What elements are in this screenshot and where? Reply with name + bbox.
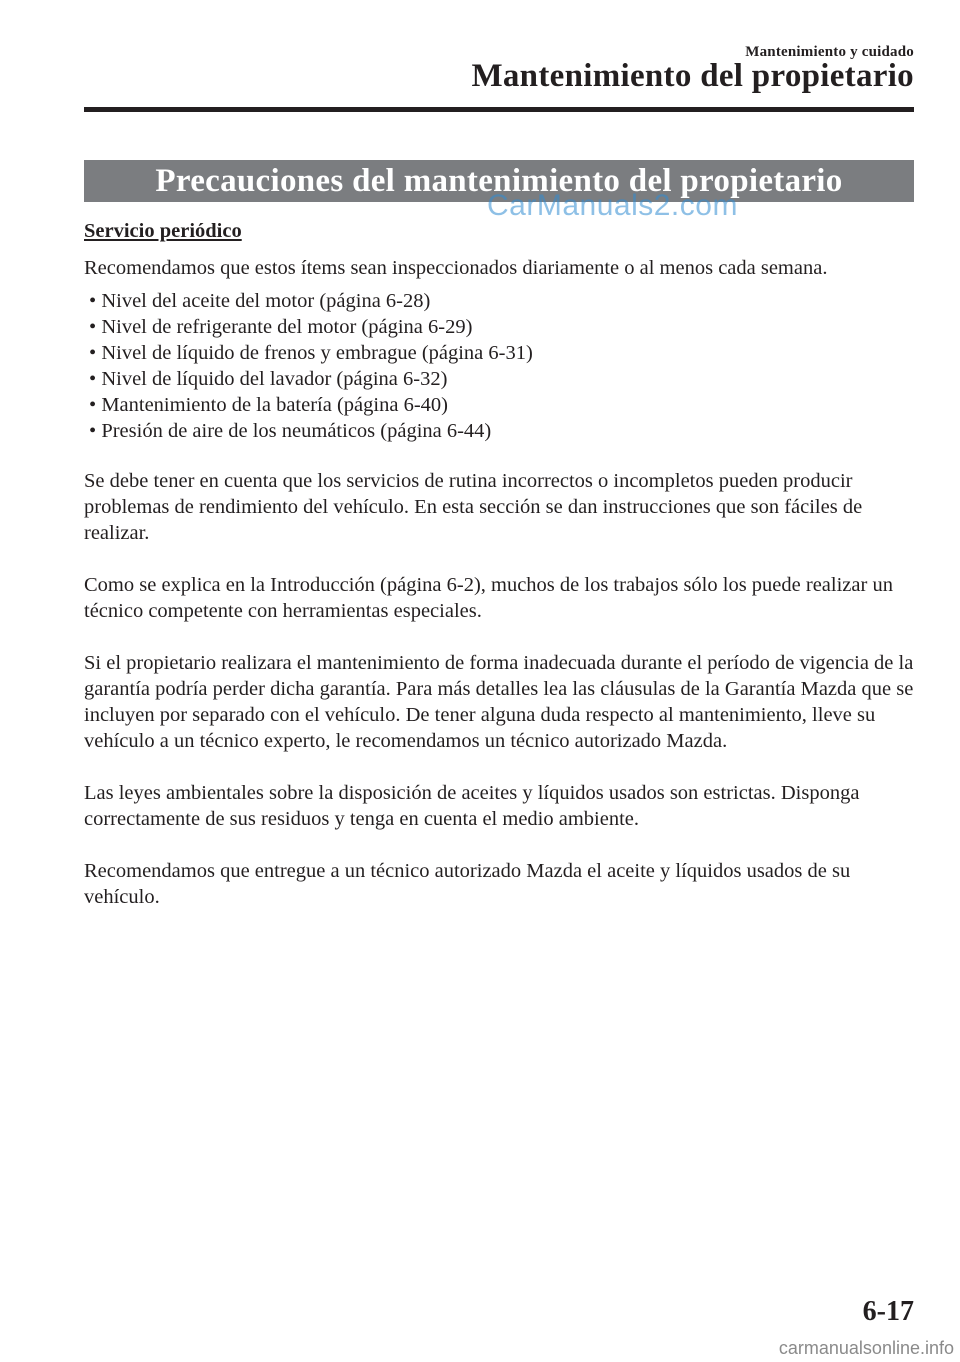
intro-paragraph: Recomendamos que estos ítems sean inspeccionados diariamente o al menos cada semana.	[84, 257, 828, 279]
paragraph: Recomendamos que entregue a un técnico autorizado Mazda el aceite y líquidos usados de su vehículo.	[84, 860, 851, 908]
list-item: • Mantenimiento de la batería (página 6-40)	[89, 392, 914, 418]
inspection-list	[84, 288, 914, 444]
page-header-title: Mantenimiento del propietario	[471, 58, 914, 94]
main-content	[84, 218, 914, 936]
paragraph: Se debe tener en cuenta que los servicios de rutina incorrectos o incompletos pueden producir problemas de rendimiento del vehículo. En esta sección se dan instrucciones que son fáciles de realizar.	[84, 470, 863, 544]
paragraph: Las leyes ambientales sobre la disposición de aceites y líquidos usados son estrictas. Disponga correctamente de sus residuos y tenga en cuenta el medio ambiente.	[84, 782, 860, 830]
page-number: 6-17	[862, 1296, 914, 1327]
paragraph: Como se explica en la Introducción (página 6-2), muchos de los trabajos sólo los puede realizar un técnico competente con herramientas especiales.	[84, 574, 893, 622]
watermark-text: CarManuals2.com	[487, 189, 738, 222]
subheading: Servicio periódico	[84, 220, 242, 242]
footer-watermark: carmanualsonline.info	[778, 1338, 954, 1358]
header-divider	[84, 107, 914, 112]
chapter-label: Mantenimiento y cuidado	[745, 44, 914, 60]
list-item: • Nivel de líquido del lavador (página 6-32)	[89, 366, 914, 392]
list-item: • Nivel del aceite del motor (página 6-28)	[89, 288, 914, 314]
list-item: • Nivel de refrigerante del motor (página 6-29)	[89, 314, 914, 340]
paragraph: Si el propietario realizara el mantenimiento de forma inadecuada durante el período de vigencia de la garantía podría perder dicha garantía. Para más detalles lea las cláusulas de la Garantía Mazda que se incluyen por separado con el vehículo. De tener alguna duda respecto al mantenimiento, lleve su vehículo a un técnico experto, le recomendamos un técnico autorizado Mazda.	[84, 652, 914, 752]
list-item: • Nivel de líquido de frenos y embrague (página 6-31)	[89, 340, 914, 366]
list-item: • Presión de aire de los neumáticos (página 6-44)	[89, 418, 914, 444]
section-title: Precauciones del mantenimiento del propietario	[155, 162, 843, 199]
